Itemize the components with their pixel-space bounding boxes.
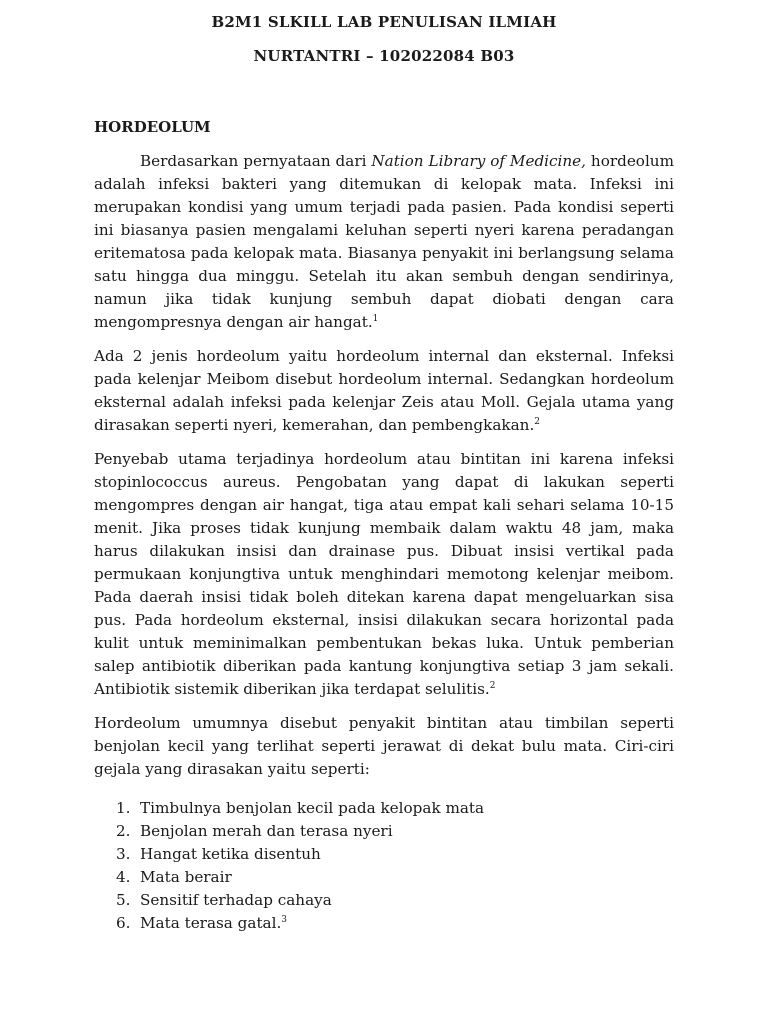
paragraph-4: [94, 712, 674, 781]
paragraph-1: [94, 150, 674, 334]
list-item: [94, 912, 674, 935]
list-number: 3.: [116, 845, 131, 863]
list-item: [94, 820, 674, 843]
section-heading: HORDEOLUM: [94, 118, 211, 136]
list-item-text: Sensitif terhadap cahaya: [140, 891, 332, 909]
list-number: 1.: [116, 799, 131, 817]
footnote-ref: 2: [489, 681, 496, 691]
symptom-list: [94, 797, 674, 935]
list-item: [94, 866, 674, 889]
footnote-ref: 1: [372, 314, 379, 324]
paragraph-3: [94, 448, 674, 701]
source-name: Nation Library of Medicine,: [371, 152, 586, 170]
list-number: 5.: [116, 891, 131, 909]
footnote-ref: 2: [534, 417, 541, 427]
paragraph-1-text-cont: hordeolum adalah infeksi bakteri yang ditemukan di kelopak mata. Infeksi ini merupakan kondisi yang umum terjadi pada pasien. Pada kondisi seperti ini biasanya pasien mengalami keluhan seperti nyeri karena peradangan eritematosa pada kelopak mata. Biasanya penyakit ini berlangsung selama satu hingga dua minggu. Setelah itu akan sembuh dengan sendirinya, namun jika tidak kunjung sembuh dapat diobati dengan cara mengompresnya dengan air hangat.: [94, 152, 674, 331]
list-item-text: Benjolan merah dan terasa nyeri: [140, 822, 393, 840]
list-item-text: Mata terasa gatal.: [140, 914, 282, 932]
list-item: [94, 889, 674, 912]
paragraph-3-text: Penyebab utama terjadinya hordeolum atau bintitan ini karena infeksi stopinlococcus aureus. Pengobatan yang dapat di lakukan seperti mengompres dengan air hangat, tiga atau empat kali sehari selama 10-15 menit. Jika proses tidak kunjung membaik dalam waktu 48 jam, maka harus dilakukan insisi dan drainase pus. Dibuat insisi vertikal pada permukaan konjungtiva untuk menghindari memotong kelenjar meibom. Pada daerah insisi tidak boleh ditekan karena dapat mengeluarkan sisa pus. Pada hordeolum eksternal, insisi dilakukan secara horizontal pada kulit untuk meminimalkan pembentukan bekas luka. Untuk pemberian salep antibiotik diberikan pada kantung konjungtiva setiap 3 jam sekali. Antibiotik sistemik diberikan jika terdapat selulitis.: [94, 450, 674, 698]
list-number: 2.: [116, 822, 131, 840]
list-item-text: Hangat ketika disentuh: [140, 845, 321, 863]
list-item-text: Mata berair: [140, 868, 232, 886]
list-item: [94, 843, 674, 866]
paragraph-2: [94, 345, 674, 437]
list-number: 6.: [116, 914, 131, 932]
list-number: 4.: [116, 868, 131, 886]
document-body: [94, 150, 674, 935]
author-line: NURTANTRI – 102022084 B03: [253, 47, 515, 65]
paragraph-1-text: Berdasarkan pernyataan dari: [140, 152, 372, 170]
document-title: B2M1 SLKILL LAB PENULISAN ILMIAH: [211, 13, 557, 31]
list-item-text: Timbulnya benjolan kecil pada kelopak mata: [140, 799, 485, 817]
paragraph-2-text: Ada 2 jenis hordeolum yaitu hordeolum internal dan eksternal. Infeksi pada kelenjar Meibom disebut hordeolum internal. Sedangkan hordeolum eksternal adalah infeksi pada kelenjar Zeis atau Moll. Gejala utama yang dirasakan seperti nyeri, kemerahan, dan pembengkakan.: [94, 347, 674, 434]
list-item: [94, 797, 674, 820]
footnote-ref: 3: [281, 915, 288, 925]
paragraph-4-text: Hordeolum umumnya disebut penyakit bintitan atau timbilan seperti benjolan kecil yang terlihat seperti jerawat di dekat bulu mata. Ciri-ciri gejala yang dirasakan yaitu seperti:: [94, 714, 674, 778]
